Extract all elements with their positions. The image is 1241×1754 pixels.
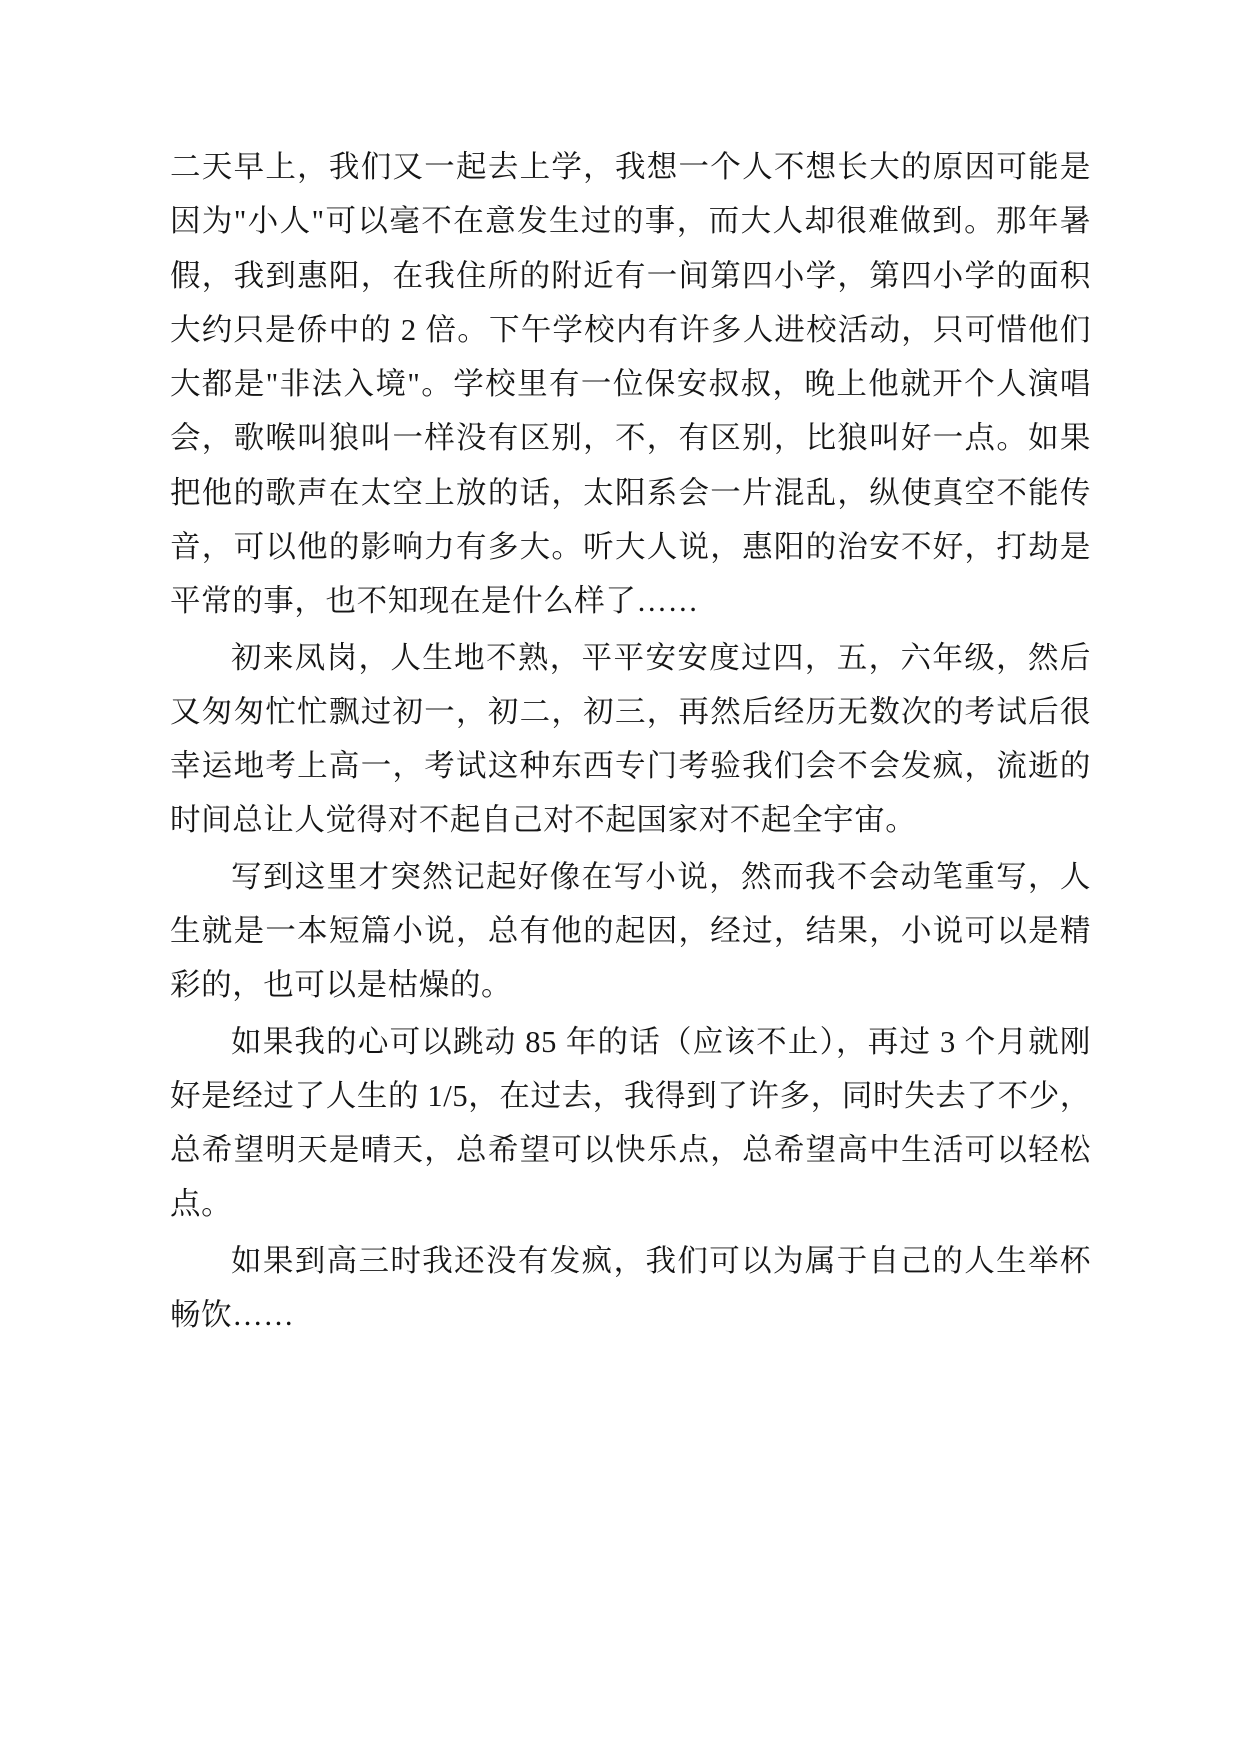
paragraph: 二天早上，我们又一起去上学，我想一个人不想长大的原因可能是因为"小人"可以毫不在意发生过的事，而大人却很难做到。那年暑假，我到惠阳，在我住所的附近有一间第四小学，第四小学的面积大约只是侨中的 2 倍。下午学校内有许多人进校活动，只可惜他们大都是"非法入境"。学校里有一位保安叔叔，晚上他就开个人演唱会，歌喉叫狼叫一样没有区别，不，有区别，比狼叫好一点。如果把他的歌声在太空上放的话，太阳系会一片混乱，纵使真空不能传音，可以他的影响力有多大。听大人说，惠阳的治安不好，打劫是平常的事，也不知现在是什么样了……	[170, 150, 1091, 619]
paragraph: 如果我的心可以跳动 85 年的话（应该不止），再过 3 个月就刚好是经过了人生的 1/5，在过去，我得到了许多，同时失去了不少，总希望明天是晴天，总希望可以快乐点，总希望高中生活可以轻松点。	[170, 1024, 1091, 1222]
paragraph: 写到这里才突然记起好像在写小说，然而我不会动笔重写，人生就是一本短篇小说，总有他的起因，经过，结果，小说可以是精彩的，也可以是枯燥的。	[170, 859, 1091, 1003]
paragraph: 如果到高三时我还没有发疯，我们可以为属于自己的人生举杯畅饮……	[170, 1243, 1091, 1332]
paragraph: 初来凤岗，人生地不熟，平平安安度过四，五，六年级，然后又匆匆忙忙飘过初一，初二，初三，再然后经历无数次的考试后很幸运地考上高一，考试这种东西专门考验我们会不会发疯，流逝的时间总让人觉得对不起自己对不起国家对不起全宇宙。	[170, 640, 1091, 838]
document-body	[170, 140, 1091, 1342]
